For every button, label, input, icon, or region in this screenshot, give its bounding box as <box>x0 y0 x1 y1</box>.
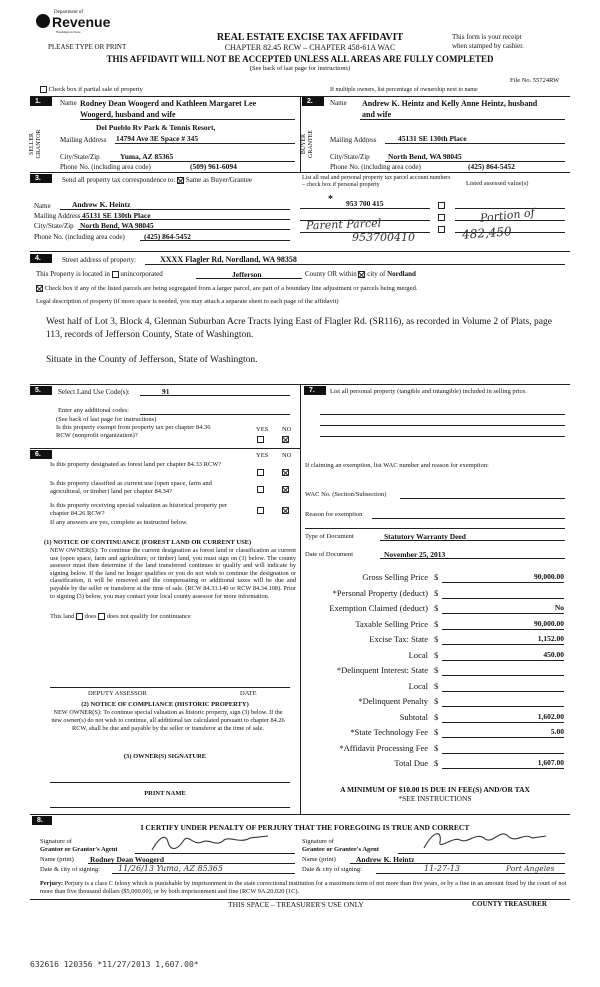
s5-no: NO <box>282 426 292 433</box>
s3-city: North Bend, WA 98045 <box>80 221 154 230</box>
does-label: does <box>84 613 97 620</box>
tax-row-line <box>442 706 564 707</box>
section-1-number: 1. <box>30 97 52 106</box>
grantor-date-city-label: Date & city of signing: <box>40 866 100 873</box>
exempt-no-checkbox[interactable] <box>282 435 289 443</box>
deputy-assessor-label: DEPUTY ASSESSOR <box>88 690 147 697</box>
see-back-note: (See back of last page for instructions) <box>249 65 351 72</box>
parcel-1-checkbox[interactable] <box>438 201 445 209</box>
street-label: Street address of property: <box>62 256 137 264</box>
buyer-city: North Bend, WA 98045 <box>388 152 462 161</box>
tax-row-value[interactable]: 90,000.00 <box>534 618 564 628</box>
s6-yes: YES <box>256 452 269 459</box>
tax-row-line <box>442 613 564 614</box>
city-name: Nordland <box>387 270 416 278</box>
notice1-body: NEW OWNER(S): To continue the current designation as forest land or classification as current use (open space, farm and agriculture, or timber) land, you must sign on (3) below. The county assessor must then determine if the land transferred continues to qualify and will indicate by signing below. If the land no longer qualifies or you do not wish to continue the designation or classification, it will be removed and the compensating or additional taxes will be due and payable by the seller or transferor at the time of sale. (RCW 84.33.140 or RCW 84.34.108). Prior to signing (3) below, you may contact your local county assessor for more information. <box>50 547 296 600</box>
tax-row <box>300 741 570 755</box>
tax-row-line <box>442 644 564 645</box>
tax-row-line <box>442 691 564 692</box>
grantee-print-name: Andrew K. Heintz <box>356 855 415 864</box>
segregated-row <box>36 285 417 292</box>
parcel-number: 953 700 415 <box>346 199 384 208</box>
buyer-city-label: City/State/Zip <box>330 153 370 161</box>
tax-row-line <box>442 675 564 676</box>
tax-row <box>300 725 570 739</box>
personal-property-label: List all personal property (tangible and intangible) included in selling price. <box>330 388 527 395</box>
receipt-note-1: This form is your receipt <box>452 33 522 41</box>
grantee-sig-label-1: Signature of <box>302 838 334 845</box>
buyer-phone: (425) 864-5452 <box>468 162 515 171</box>
legal-label: Legal description of property (if more space is needed, you may attach a separate sheet to each page of the affidavit) <box>36 298 339 305</box>
grantee-signature-icon <box>420 826 550 854</box>
exemption-label: If claiming an exemption, list WAC number and reason for exemption: <box>305 462 489 469</box>
q1-yes-checkbox[interactable] <box>257 468 264 476</box>
tax-row-line <box>442 582 564 583</box>
wac-label: WAC No. (Section/Subsection) <box>305 491 387 498</box>
notice2-body: NEW OWNER(S): To continue special valuation as historic property, sign (3) below. If the new owner(s) do not wish to continue, all additional tax calculated pursuant to chapter 84.26 RCW, shall be due and payable by the seller or transferor at the time of sale. <box>51 709 285 732</box>
q1-no-checkbox[interactable] <box>282 468 289 476</box>
s3-mailing: 45131 SE 130th Place <box>82 211 151 220</box>
exempt-question: Is this property exempt from property tax per chapter 84.36 RCW (nonprofit organization)? <box>56 424 211 439</box>
s5-yes: YES <box>256 426 269 433</box>
tax-row-label: Local <box>408 680 428 691</box>
grantee-city: Port Angeles <box>506 864 555 873</box>
tax-row <box>300 617 570 631</box>
does-not-label: does not qualify for continuance <box>106 613 191 620</box>
tax-row-line <box>442 660 564 661</box>
notice2-title: (2) NOTICE OF COMPLIANCE (HISTORIC PROPERTY) <box>81 701 249 708</box>
s3-name: Andrew K. Heintz <box>72 200 131 209</box>
logo-top-text: Department of <box>54 10 84 15</box>
street-address: XXXX Flagler Rd, Nordland, WA 98358 <box>160 255 297 264</box>
section-7-number: 7. <box>304 386 326 395</box>
s3-name-label: Name <box>34 202 51 210</box>
land-use-label: Select Land Use Code(s): <box>58 388 130 396</box>
located-in-label: This Property is located in <box>36 270 110 278</box>
tax-row-label: Total Due <box>394 758 428 768</box>
q2-yes-checkbox[interactable] <box>257 485 264 493</box>
tax-row-label: *State Technology Fee <box>350 727 428 737</box>
parcel-star: * <box>328 194 333 205</box>
doc-type: Statutory Warranty Deed <box>384 532 466 541</box>
tax-row-value[interactable]: No <box>554 603 564 612</box>
owner-signature-label: (3) OWNER(S) SIGNATURE <box>123 753 207 760</box>
perjury-label: Perjury: <box>40 880 64 887</box>
tax-row-label: Excise Tax: State <box>369 634 428 644</box>
s6-q3: Is this property receiving special valuation as historical property per chapter 84.26 RCW? <box>50 502 228 517</box>
tax-row-line <box>442 722 564 723</box>
grantor-name-print-label: Name (print) <box>40 856 74 863</box>
seller-name-line1: Rodney Dean Woogerd and Kathleen Margaret Lee <box>80 99 257 108</box>
warning-text: THIS AFFIDAVIT WILL NOT BE ACCEPTED UNLESS ALL AREAS ARE FULLY COMPLETED <box>106 54 494 64</box>
buyer-phone-label: Phone No. (including area code) <box>330 163 421 171</box>
perjury-text: Perjury is a class C felony which is punishable by imprisonment in the state correctional institution for a maximum term of not more than five years, or by a fine in an amount fixed by the court of not more than five thousand dollars ($5,000.00), or by both imprisonment and fine (RCW 9A.20.020 (1C). <box>40 880 567 895</box>
tax-row-currency: $ <box>434 618 439 629</box>
buyer-name-line2: and wife <box>362 110 392 119</box>
q2-no-checkbox[interactable] <box>282 485 289 493</box>
tax-row <box>300 679 570 693</box>
tax-row-label: *Delinquent Interest: State <box>336 665 428 675</box>
same-as-buyer-checkbox[interactable] <box>177 177 184 184</box>
tax-row-currency: $ <box>434 758 439 768</box>
buyer-name-line1: Andrew K. Heintz and Kelly Anne Heintz, husband <box>362 99 538 108</box>
doc-date: November 25, 2013 <box>384 550 446 559</box>
tax-row <box>300 601 570 615</box>
seller-phone-label: Phone No. (including area code) <box>60 163 151 171</box>
section-2-number: 2. <box>302 97 324 106</box>
assessed-header: Listed assessed value(s) <box>466 180 529 187</box>
tax-row <box>300 663 570 677</box>
tax-row-line <box>442 753 564 754</box>
tax-row-value[interactable]: 1,602.00 <box>537 711 564 721</box>
grantor-signature-image <box>150 832 270 854</box>
s5-see-back: (See back of last page for instructions) <box>56 416 157 423</box>
receipt-note-2: when stamped by cashier. <box>452 42 524 50</box>
tax-row-value[interactable]: 1,152.00 <box>537 634 564 643</box>
seller-mailing-label: Mailing Address <box>60 136 107 144</box>
this-land-row <box>50 613 191 620</box>
legal-description-1: West half of Lot 3, Block 4, Glennan Suburban Acre Tracts lying East of Flagler Rd. (SR116), as recorded in Volume 2 of Plats, page 113, records of Jefferson County, State of Washington. <box>46 317 552 340</box>
tax-row-label: Subtotal <box>399 711 428 722</box>
send-correspondence-label <box>62 176 252 184</box>
located-in-row <box>36 270 163 278</box>
section-3-number: 3. <box>30 174 52 183</box>
handwritten-parcel-number: 953700410 <box>352 231 415 244</box>
s3-mailing-label: Mailing Address <box>34 212 81 220</box>
grantee-signature-image <box>420 826 550 854</box>
grantee-name-print-label: Name (print) <box>302 856 336 863</box>
grantor-sig-label-1: Signature of <box>40 838 72 845</box>
s3-phone-label: Phone No. (including area code) <box>34 233 125 241</box>
form-title: REAL ESTATE EXCISE TAX AFFIDAVIT <box>216 32 404 43</box>
tax-row-currency: $ <box>434 587 439 598</box>
land-use-code: 91 <box>162 387 170 396</box>
tax-row-currency: $ <box>434 634 439 644</box>
tax-row-currency: $ <box>434 727 439 737</box>
tax-row-currency: $ <box>434 742 439 753</box>
does-checkbox[interactable] <box>76 613 83 620</box>
tax-row-label: *Delinquent Penalty <box>358 696 428 706</box>
q3-yes-checkbox[interactable] <box>257 506 264 514</box>
segregated-checkbox[interactable] <box>36 285 43 292</box>
seller-city: Yuma, AZ 85365 <box>120 152 174 161</box>
grantor-print-name: Rodney Dean Woogerd <box>90 855 165 864</box>
does-not-checkbox[interactable] <box>98 613 105 620</box>
treasurer-space: THIS SPACE – TREASURER'S USE ONLY <box>228 900 364 909</box>
tax-row-label: Local <box>408 649 428 660</box>
segregated-label: Check box if any of the listed parcels are being segregated from a larger parcel, are part of a boundary line adjustment or parcels being merged. <box>44 285 418 292</box>
cashier-stamp: 632616 120356 *11/27/2013 1,607.00* <box>30 960 199 969</box>
tax-row-currency: $ <box>434 665 439 675</box>
tax-row-line <box>442 598 564 599</box>
s3-phone: (425) 864-5452 <box>144 232 191 241</box>
q3-no-checkbox[interactable] <box>282 506 289 514</box>
grantee-date-city-label: Date & city of signing: <box>302 866 362 873</box>
handwritten-parent-parcel: Parent Parcel <box>305 216 382 233</box>
exempt-yes-checkbox[interactable] <box>257 435 264 443</box>
tax-row-line <box>442 768 564 769</box>
handwritten-portion-of: Portion of <box>479 206 536 225</box>
s6-no: NO <box>282 452 292 459</box>
tax-row <box>300 710 570 724</box>
partial-sale-checkbox[interactable] <box>40 86 47 93</box>
seller-phone: (509) 961-6094 <box>190 162 237 171</box>
section-6-number: 6. <box>30 450 52 459</box>
buyer-side-label: BUYER GRANTEE <box>301 130 314 158</box>
tax-row <box>300 586 570 600</box>
partial-sale-row <box>40 86 143 93</box>
tax-row-label: *Affidavit Processing Fee <box>339 742 428 753</box>
seller-address-extra: Del Pueblo Rv Park & Tennis Resort, <box>96 123 216 132</box>
s6-q2: Is this property classified as current use (open space, farm and agricultural, or timber) land per chapter 84.34? <box>50 480 212 495</box>
tax-row-value[interactable]: 90,000.00 <box>534 572 564 581</box>
this-land-label: This land <box>50 613 75 620</box>
please-type: PLEASE TYPE OR PRINT <box>48 43 127 51</box>
seller-mailing: 14794 Ave 3E Space # 345 <box>116 134 199 143</box>
tax-row-line <box>442 629 564 630</box>
tax-row-value[interactable]: 1,607.00 <box>537 758 564 767</box>
parcel-3-checkbox[interactable] <box>438 225 445 233</box>
handwritten-assessed-value: 482,450 <box>461 224 513 242</box>
tax-row-currency: $ <box>434 649 439 660</box>
seller-side-label: SELLER GRANTOR <box>29 129 42 159</box>
tax-row-value[interactable]: 5.00 <box>550 727 564 736</box>
logo-sub-text: Washington State <box>56 30 81 34</box>
section-8-number: 8. <box>32 816 52 825</box>
multiple-owners-note: If multiple owners, list percentage of ownership next to name <box>330 87 478 93</box>
buyer-mailing-label: Mailing Address <box>330 136 377 144</box>
tax-row-line <box>442 737 564 738</box>
tax-row-currency: $ <box>434 696 439 706</box>
tax-row <box>300 694 570 708</box>
s6-q1: Is this property designated as forest land per chapter 84.33 RCW? <box>50 461 222 468</box>
section-4-number: 4. <box>30 254 52 263</box>
doc-type-label: Type of Document <box>305 533 354 540</box>
grantor-sig-label-2: Grantor or Grantor's Agent <box>40 846 118 853</box>
reason-label: Reason for exemption <box>305 511 363 518</box>
s3-city-label: City/State/Zip <box>34 222 74 230</box>
buyer-mailing: 45131 SE 130th Place <box>398 134 467 143</box>
certify-text: I CERTIFY UNDER PENALTY OF PERJURY THAT THE FOREGOING IS TRUE AND CORRECT <box>140 823 470 832</box>
tax-row-value[interactable]: 450.00 <box>543 649 564 659</box>
tax-row-label: Exemption Claimed (deduct) <box>329 603 428 613</box>
grantee-sig-label-2: Grantee or Grantee's Agent <box>302 846 379 853</box>
tax-table <box>300 570 570 770</box>
tax-row-currency: $ <box>434 572 439 582</box>
tax-row <box>300 632 570 646</box>
city-of-label: city of <box>367 270 386 278</box>
tax-row-label: Taxable Selling Price <box>355 618 428 629</box>
tax-row <box>300 648 570 662</box>
minimum-fee-note: A MINIMUM OF $10.00 IS DUE IN FEE(S) AND/OR TAX <box>340 785 530 794</box>
tax-row-currency: $ <box>434 603 439 613</box>
dor-logo <box>36 10 111 36</box>
s6-q-note: If any answers are yes, complete as instructed below. <box>50 519 188 526</box>
additional-codes-label: Enter any additional codes: <box>58 407 129 414</box>
legal-description-2: Situate in the County of Jefferson, State of Washington. <box>46 355 258 365</box>
city-of-checkbox[interactable] <box>358 271 365 278</box>
seller-name-label: Name <box>60 99 77 107</box>
section-5-number: 5. <box>30 386 52 395</box>
tax-row-label: Gross Selling Price <box>362 572 428 582</box>
deputy-date-label: DATE <box>240 690 257 697</box>
tax-row-currency: $ <box>434 680 439 691</box>
parcel-header: List all real and personal property tax parcel account numbers – check box if personal property <box>302 175 451 188</box>
unincorporated-label: unincorporated <box>120 270 163 278</box>
print-name-label: PRINT NAME <box>144 790 186 797</box>
logo-main-text: Revenue <box>52 14 111 30</box>
tax-row-label: *Personal Property (deduct) <box>332 587 428 598</box>
seller-name-line2: Woogerd, husband and wife <box>80 110 176 119</box>
see-instructions-note: *SEE INSTRUCTIONS <box>398 794 472 803</box>
tax-row-currency: $ <box>434 711 439 722</box>
tax-row <box>300 570 570 584</box>
notice1-title: (1) NOTICE OF CONTINUANCE (FOREST LAND OR CURRENT USE) <box>44 539 252 546</box>
tax-row <box>300 756 570 770</box>
county-or-row <box>305 270 416 278</box>
form-chapter: CHAPTER 82.45 RCW – CHAPTER 458-61A WAC <box>224 43 396 52</box>
county-treasurer: COUNTY TREASURER <box>472 900 547 908</box>
send-label-text: Send all property tax correspondence to: <box>62 176 176 184</box>
parcel-2-checkbox[interactable] <box>438 213 445 221</box>
county-or-label: County OR within <box>305 270 357 278</box>
doc-date-label: Date of Document <box>305 551 354 558</box>
grantor-signature-icon <box>150 832 270 854</box>
logo-emblem-icon <box>36 14 50 28</box>
seller-city-label: City/State/Zip <box>60 153 100 161</box>
buyer-name-label: Name <box>330 99 347 107</box>
same-as-text: Same as Buyer/Grantee <box>185 176 252 184</box>
county-name: Jefferson <box>232 270 262 279</box>
partial-sale-label: Check box if partial sale of property <box>48 86 143 93</box>
grantee-date: 11-27-13 <box>424 864 460 873</box>
grantor-date-city: 11/26/13 Yuma, AZ 85365 <box>118 864 223 873</box>
file-number: File No. 55724RW <box>510 77 560 84</box>
unincorporated-checkbox[interactable] <box>112 271 119 278</box>
perjury-notice <box>40 880 568 896</box>
